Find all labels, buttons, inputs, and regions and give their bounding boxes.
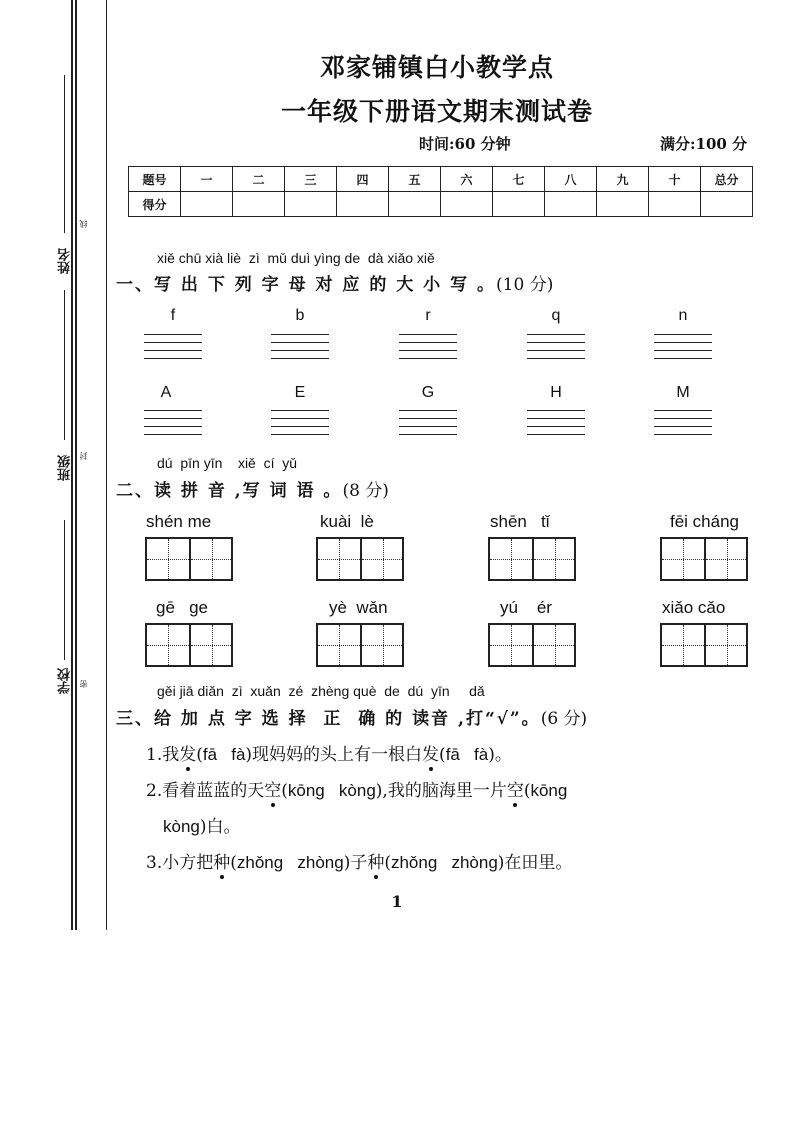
header-cell: 九	[597, 167, 649, 192]
score-cell[interactable]	[701, 192, 753, 217]
page-subtitle: 一年级下册语文期末测试卷	[280, 97, 593, 126]
pinyin-word: xiǎo cǎo	[662, 598, 726, 617]
pinyin-word: fēi cháng	[670, 512, 739, 531]
tianzige-grid[interactable]	[145, 537, 233, 581]
letter-M: M	[676, 384, 690, 401]
tianzige-grid[interactable]	[660, 623, 748, 667]
question-2-continued: kòng)白。	[163, 817, 241, 837]
score-cell[interactable]	[493, 192, 545, 217]
header-cell: 七	[493, 167, 545, 192]
full-score-info: 满分:100 分	[660, 135, 748, 153]
tianzige-grid[interactable]	[660, 537, 748, 581]
letter-A: A	[160, 384, 172, 401]
writing-lines[interactable]	[144, 410, 202, 436]
letter-q: q	[551, 307, 561, 324]
tianzige-grid[interactable]	[316, 537, 404, 581]
check-mark: √	[496, 709, 510, 729]
header-cell: 十	[649, 167, 701, 192]
writing-lines[interactable]	[654, 334, 712, 360]
header-cell: 题号	[129, 167, 181, 192]
dotted-char: 空	[506, 781, 524, 801]
letter-G: G	[421, 384, 435, 401]
pinyin-word: shén me	[146, 512, 212, 531]
page-number: 1	[391, 892, 403, 911]
writing-lines[interactable]	[654, 410, 712, 436]
section2-pinyin: dú pīn yīn xiě cí yǔ	[157, 455, 298, 471]
writing-lines[interactable]	[399, 410, 457, 436]
page-title: 邓家铺镇白小教学点	[319, 53, 554, 82]
letter-H: H	[550, 384, 562, 401]
score-cell[interactable]	[337, 192, 389, 217]
letter-f: f	[170, 307, 176, 324]
score-cell[interactable]	[545, 192, 597, 217]
score-cell[interactable]	[441, 192, 493, 217]
class-label: 班级	[58, 455, 73, 481]
writing-lines[interactable]	[399, 334, 457, 360]
question-1: 1.我发(fā fà)现妈妈的头上有一根白发(fā fà)。	[146, 745, 512, 765]
score-table-row	[129, 192, 753, 217]
pinyin-word: yú ér	[500, 598, 552, 617]
writing-lines[interactable]	[527, 334, 585, 360]
letter-r: r	[425, 307, 431, 324]
score-cell[interactable]	[181, 192, 233, 217]
pinyin-word: yè wǎn	[329, 598, 388, 617]
seal-mark-2: 封	[79, 452, 88, 460]
dotted-char: 空	[264, 781, 282, 801]
header-cell: 四	[337, 167, 389, 192]
score-cell[interactable]	[389, 192, 441, 217]
header-cell: 八	[545, 167, 597, 192]
header-cell: 五	[389, 167, 441, 192]
header-cell: 三	[285, 167, 337, 192]
question-2: 2.看着蓝蓝的天空(kōng kòng),我的脑海里一片空(kōng	[146, 781, 568, 801]
time-info: 时间:60 分钟	[419, 135, 511, 153]
tianzige-grid[interactable]	[316, 623, 404, 667]
section3-title: 三、给 加 点 字 选 择 正 确 的 读音 ,打“√”。(6 分)	[116, 709, 588, 729]
class-blank-line	[64, 290, 65, 440]
binding-line-right	[106, 0, 107, 930]
score-table-header	[129, 167, 753, 192]
letter-E: E	[294, 384, 306, 401]
seal-mark-1: 线	[79, 220, 88, 228]
score-cell[interactable]	[233, 192, 285, 217]
section3-pinyin: gěi jiā diǎn zì xuǎn zé zhèng què de dú yīn dǎ	[157, 683, 485, 699]
letter-n: n	[678, 307, 688, 324]
name-label: 姓名	[58, 248, 73, 274]
writing-lines[interactable]	[144, 334, 202, 360]
tianzige-grid[interactable]	[488, 623, 576, 667]
pinyin-word: shēn tǐ	[490, 512, 550, 531]
section2-title: 二、读 拼 音 ,写 词 语 。(8 分)	[116, 481, 389, 501]
writing-lines[interactable]	[271, 334, 329, 360]
dotted-char: 种	[367, 853, 385, 873]
school-label: 学校	[58, 668, 73, 694]
binding-line-inner	[75, 0, 77, 930]
school-blank-line	[64, 520, 65, 660]
score-cell[interactable]	[285, 192, 337, 217]
question-3: 3.小方把种(zhǒng zhòng)子种(zhǒng zhòng)在田里。	[146, 853, 573, 873]
dotted-char: 发	[179, 745, 197, 765]
header-cell: 一	[181, 167, 233, 192]
pinyin-word: gē ge	[156, 598, 208, 617]
score-table	[128, 166, 753, 217]
writing-lines[interactable]	[271, 410, 329, 436]
tianzige-grid[interactable]	[145, 623, 233, 667]
writing-lines[interactable]	[527, 410, 585, 436]
score-cell[interactable]	[597, 192, 649, 217]
section1-pinyin: xiě chū xià liè zì mǔ duì yìng de dà xiǎo xiě	[157, 250, 435, 266]
dotted-char: 种	[213, 853, 231, 873]
dotted-char: 发	[422, 745, 440, 765]
header-cell: 二	[233, 167, 285, 192]
letter-b: b	[295, 307, 305, 324]
tianzige-grid[interactable]	[488, 537, 576, 581]
header-cell: 六	[441, 167, 493, 192]
row-label: 得分	[129, 192, 181, 217]
seal-mark-3: 密	[79, 680, 88, 688]
section1-title: 一、写 出 下 列 字 母 对 应 的 大 小 写 。(10 分)	[116, 275, 554, 295]
header-cell: 总分	[701, 167, 753, 192]
score-cell[interactable]	[649, 192, 701, 217]
pinyin-word: kuài lè	[320, 512, 374, 531]
